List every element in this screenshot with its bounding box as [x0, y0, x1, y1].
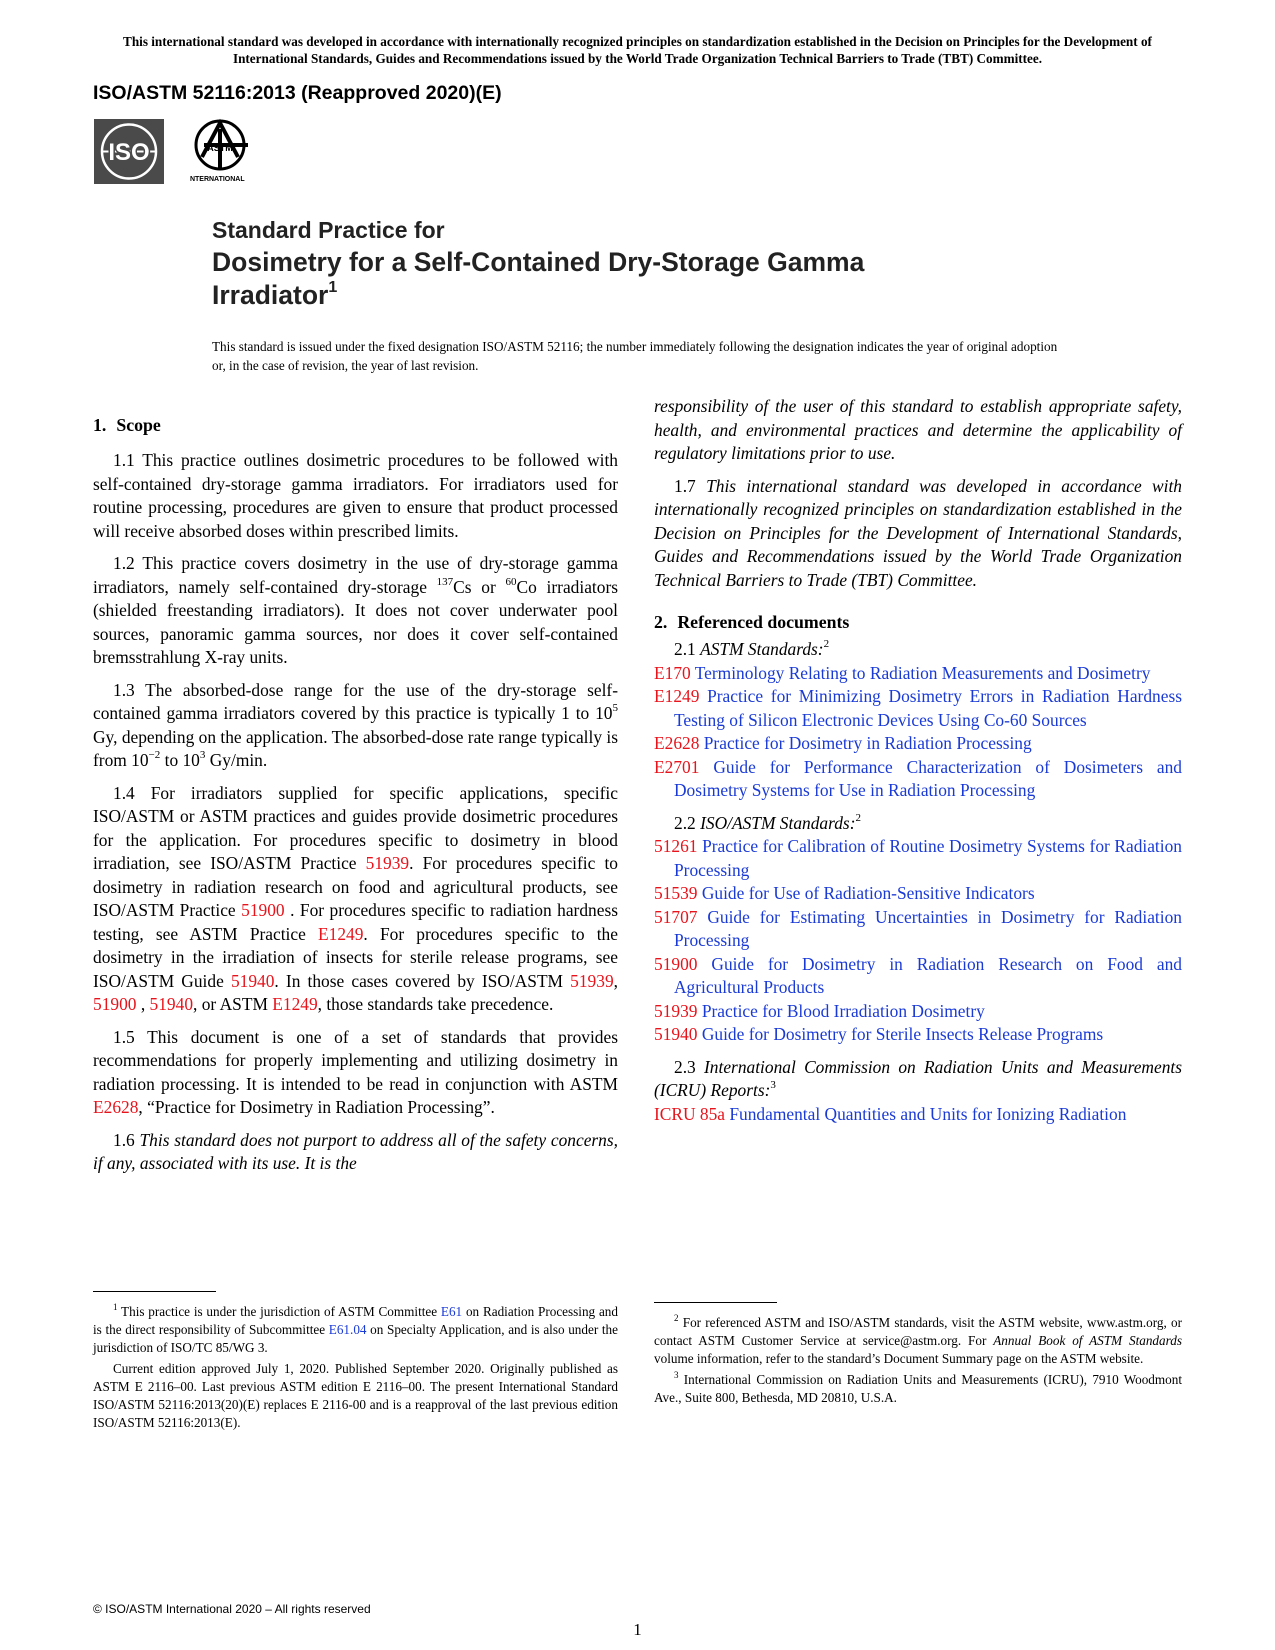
footnote-3: $^3$ International Commission on Radiation Units and Measurements (ICRU), 7910 Woodmont Ave., Suite 800, Bethesda, MD 20810, U.S.A.	[654, 1369, 1182, 1405]
link-e2628[interactable]: E2628	[93, 1097, 139, 1117]
reference-item[interactable]: E2701 Guide for Performance Characterization of Dosimeters and Dosimetry Systems for Use in Radiation Processing	[654, 756, 1182, 800]
title-line-1: Standard Practice for	[212, 217, 445, 243]
subsection-2-2: 2.2 ISO/ASTM Standards:$^2$	[674, 811, 861, 833]
paragraph-1-7: 1.7 This international standard was developed in accordance with internationally recognized principles on standardization established in the Decision on Principles for the Development of International Standards, Guides and Recommendations issued by the World Trade Organization Technical Barriers to Trade (TBT) Committee.	[654, 475, 1182, 590]
footnote-divider-left	[93, 1291, 216, 1292]
link-e61[interactable]: E61	[440, 1304, 463, 1319]
reference-item[interactable]: 51900 Guide for Dosimetry in Radiation Research on Food and Agricultural Products	[654, 953, 1183, 997]
reference-item[interactable]: E1249 Practice for Minimizing Dosimetry Errors in Radiation Hardness Testing of Silicon Electronic Devices Using Co-60 Sources	[654, 686, 1182, 730]
reference-item[interactable]: 51539 Guide for Use of Radiation-Sensitive Indicators	[654, 883, 1035, 903]
section-2-heading: 2. Referenced documents	[654, 612, 850, 632]
iso-logo-text: ISO	[108, 139, 150, 166]
link-e1249[interactable]: E1249	[272, 994, 318, 1014]
iso-logo	[94, 119, 164, 184]
section-1-heading: 1. Scope	[93, 415, 161, 435]
paragraph-1-1: 1.1 This practice outlines dosimetric procedures to be followed with self-contained dry-storage gamma irradiators. For irradiators used for routine processing, procedures are given to ensure that product processed will receive absorbed doses within prescribed limits.	[93, 450, 618, 541]
link-51900[interactable]: 51900	[241, 900, 285, 920]
paragraph-1-6-end: responsibility of the user of this standard to establish appropriate safety, health, and environmental practices and determine the applicability of regulatory limitations prior to use.	[654, 396, 1182, 463]
right-column	[654, 396, 1183, 1126]
astm-logo-subtext: INTERNATIONAL	[190, 176, 245, 183]
link-51939[interactable]: 51939	[570, 970, 614, 991]
page-number: 1	[633, 1620, 642, 1639]
footnote-edition: Current edition approved July 1, 2020. Published September 2020. Originally published as ASTM E 2116–00. Last previous ASTM edition E 2116–00. The present International Standard ISO/ASTM 52116:2013(20)(E) replaces E 2116-00 and is a reapproval of the last previous edition ISO/ASTM 52116:2013(E).	[93, 1360, 618, 1431]
paragraph-1-4: 1.4 For irradiators supplied for specific applications, specific ISO/ASTM or ASTM practices and guides provide dosimetric procedures for the application. For procedures specific to dosimetry in blood irradiation, see ISO/ASTM Practice 51939. For procedures specific to dosimetry in radiation research on food and agricultural products, see ISO/ASTM Practice 51900 . For procedures specific to radiation hardness testing, see ASTM Practice E1249. For procedures specific to the dosimetry in the irradiation of insects for sterile release programs, see ISO/ASTM Guide 51940. In those cases covered by ISO/ASTM 51939, 51900 , 51940, or ASTM E1249, those standards take precedence.	[93, 782, 618, 1014]
subsection-2-3: 2.3 International Commission on Radiation Units and Measurements (ICRU) Reports:$^3$	[654, 1056, 1182, 1100]
reference-item[interactable]: 51261 Practice for Calibration of Routine Dosimetry Systems for Radiation Processing	[654, 836, 1182, 880]
link-51900[interactable]: 51900	[93, 994, 137, 1014]
reference-item[interactable]: 51940 Guide for Dosimetry for Sterile Insects Release Programs	[654, 1024, 1104, 1044]
isoastm-reference-list	[654, 835, 1182, 1047]
link-51939[interactable]: 51939	[365, 853, 410, 873]
link-51940[interactable]: 51940	[149, 994, 194, 1014]
copyright-notice: © ISO/ASTM International 2020 – All rights reserved	[93, 1602, 371, 1616]
reference-item[interactable]: E170 Terminology Relating to Radiation Measurements and Dosimetry	[654, 662, 1151, 683]
link-e61-04[interactable]: E61.04	[328, 1322, 367, 1338]
reference-item[interactable]: 51939 Practice for Blood Irradiation Dosimetry	[654, 1000, 985, 1021]
icru-reference-list	[654, 1103, 1182, 1127]
paragraph-1-2: 1.2 This practice covers dosimetry in the use of dry-storage gamma irradiators, namely self-contained dry-storage $^{137}$Cs or $^{60}$Co irradiators (shielded freestanding irradiators). It does not cover underwater pool sources, panoramic gamma sources, nor does it cover self-contained bremsstrahlung X-ray units.	[93, 553, 618, 667]
issued-note: This standard is issued under the fixed designation ISO/ASTM 52116; the number immediately following the designation indicates the year of original adoption or, in the case of revision, the year of last revision.	[212, 339, 1058, 373]
standard-designation: ISO/ASTM 52116:2013 (Reapproved 2020)(E)	[93, 82, 502, 104]
paragraph-1-3: 1.3 The absorbed-dose range for the use of the dry-storage self-contained gamma irradiators covered by this practice is typically 1 to $10^5$ Gy, depending on the application. The absorbed-dose rate range typically is from $10^{-2}$ to $10^3$ Gy/min.	[93, 679, 618, 770]
title-line-2: Dosimetry for a Self-Contained Dry-Storage Gamma	[212, 247, 865, 277]
footnotes-right	[654, 1314, 1182, 1407]
link-e1249[interactable]: E1249	[318, 923, 364, 944]
footnote-1: $^1$ This practice is under the jurisdiction of ASTM Committee E61 on Radiation Processing and is the direct responsibility of Subcommittee E61.04 on Specialty Application, and is also under the jurisdiction of ISO/TC 85/WG 3.	[93, 1302, 618, 1356]
footnotes-left	[93, 1303, 618, 1432]
astm-logo	[190, 117, 270, 189]
footnote-2: $^2$ For referenced ASTM and ISO/ASTM standards, visit the ASTM website, www.astm.org, or contact ASTM Customer Service at service@astm.org. For Annual Book of ASTM Standards volume information, refer to the standard’s Document Summary page on the ASTM website.	[654, 1313, 1182, 1367]
document-title	[212, 214, 864, 312]
reference-item[interactable]: ICRU 85a Fundamental Quantities and Units for Ionizing Radiation	[654, 1103, 1127, 1124]
astm-logo-text: ASTM	[207, 143, 233, 153]
left-column	[93, 413, 618, 1185]
astm-reference-list	[654, 662, 1182, 803]
title-line-3: Irradiator$^1$	[212, 279, 338, 310]
paragraph-1-5: 1.5 This document is one of a set of standards that provides recommendations for properly implementing and utilizing dosimetry in radiation processing. It is intended to be read in conjunction with ASTM E2628, “Practice for Dosimetry in Radiation Processing”.	[93, 1026, 618, 1117]
reference-item[interactable]: 51707 Guide for Estimating Uncertainties in Dosimetry for Radiation Processing	[654, 906, 1182, 950]
footnote-divider-right	[654, 1302, 777, 1303]
international-standard-note: This international standard was developed in accordance with internationally recognized principles on standardization established in the Decision on Principles for the Development of International Standards, Guides and Recommendations issued by the World Trade Organization Technical Barriers to Trade (TBT) Committee.	[123, 34, 1152, 66]
title-footnote-mark: 1	[328, 279, 338, 296]
paragraph-1-6-start: 1.6 This standard does not purport to address all of the safety concerns, if any, associated with its use. It is the	[93, 1129, 618, 1173]
reference-item[interactable]: E2628 Practice for Dosimetry in Radiation Processing	[654, 733, 1032, 753]
link-51940[interactable]: 51940	[230, 970, 275, 991]
subsection-2-1: 2.1 ASTM Standards:$^2$	[674, 638, 830, 659]
